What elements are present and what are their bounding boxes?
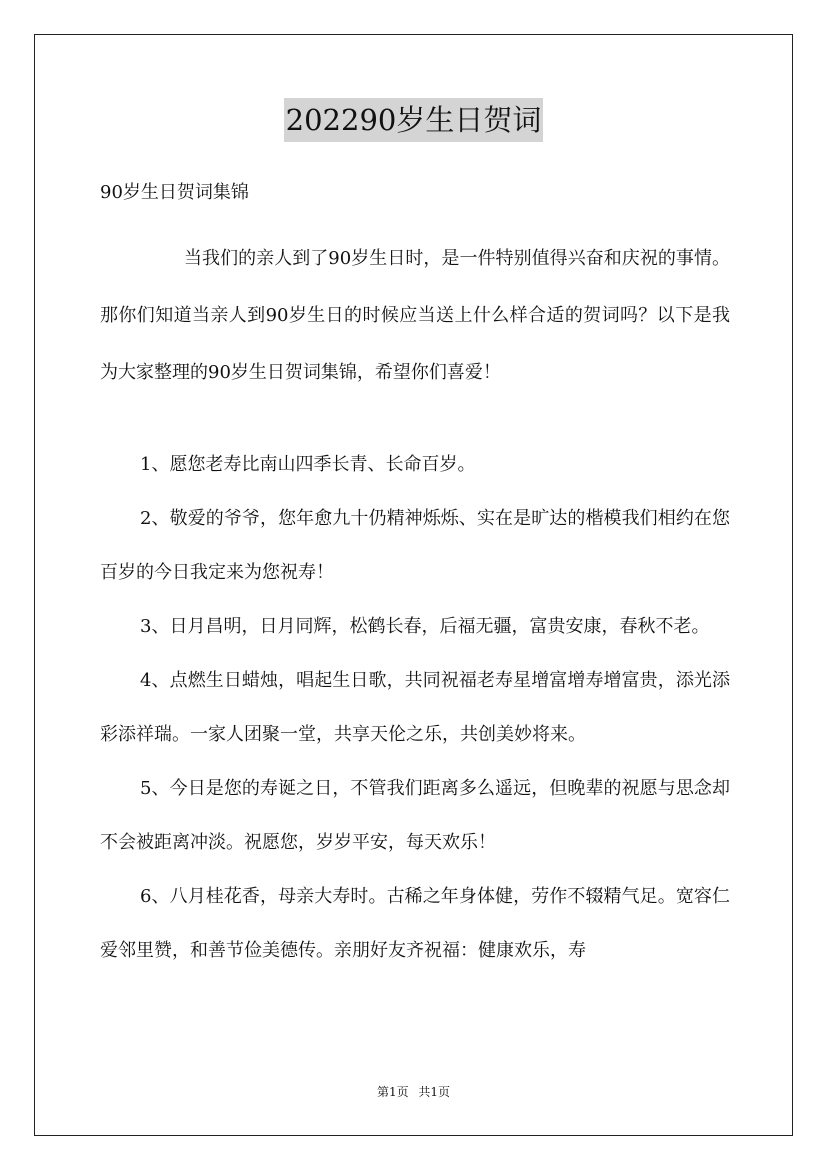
page-number: 第1页 <box>376 1085 409 1099</box>
page-footer <box>0 1083 827 1101</box>
total-pages: 共1页 <box>418 1085 451 1099</box>
wish-item-6: 6、八月桂花香，母亲大寿时。古稀之年身体健，劳作不辍精气足。宽容仁爱邻里赞，和善节俭美德传。亲朋好友齐祝福：健康欢乐，寿 <box>100 886 730 961</box>
intro-paragraph: 当我们的亲人到了90岁生日时，是一件特别值得兴奋和庆祝的事情。那你们知道当亲人到90岁生日的时候应当送上什么样合适的贺词吗？以下是我为大家整理的90岁生日贺词集锦，希望你们喜爱！ <box>100 248 730 383</box>
document-subtitle: 90岁生日贺词集锦 <box>100 182 249 203</box>
wishes-list <box>100 438 730 978</box>
document-title: 202290岁生日贺词 <box>284 98 544 142</box>
wish-item-5: 5、今日是您的寿诞之日，不管我们距离多么遥远，但晚辈的祝愿与思念却不会被距离冲淡。祝愿您，岁岁平安，每天欢乐！ <box>100 778 730 853</box>
wish-item-4: 4、点燃生日蜡烛，唱起生日歌，共同祝福老寿星增富增寿增富贵，添光添彩添祥瑞。一家人团聚一堂，共享天伦之乐，共创美妙将来。 <box>100 670 730 745</box>
wish-item-1: 1、愿您老寿比南山四季长青、长命百岁。 <box>140 454 476 475</box>
title-container <box>0 98 827 142</box>
wish-item-2: 2、敬爱的爷爷，您年愈九十仍精神烁烁、实在是旷达的楷模我们相约在您百岁的今日我定来为您祝寿！ <box>100 508 730 583</box>
wish-item-3: 3、日月昌明，日月同辉，松鹤长春，后福无疆，富贵安康，春秋不老。 <box>140 616 710 637</box>
